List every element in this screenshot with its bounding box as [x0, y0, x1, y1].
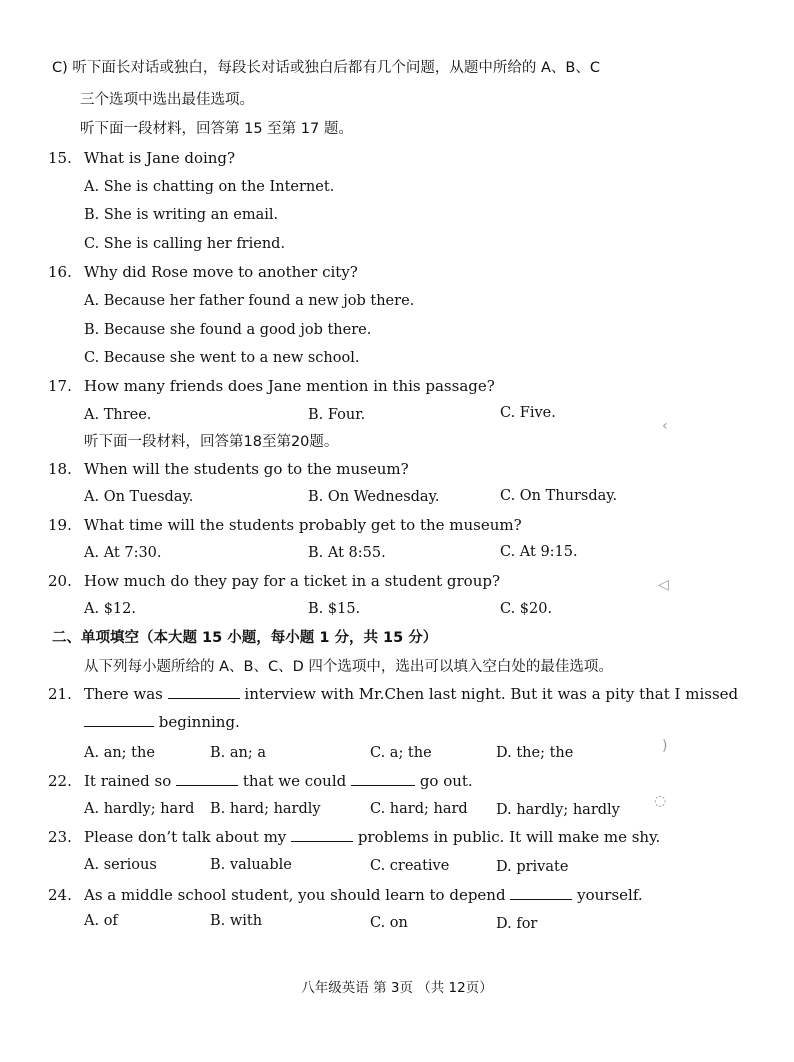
- option-d: D. hardly; hardly: [496, 802, 620, 818]
- answer-blank: [84, 712, 154, 727]
- answer-blank: [351, 771, 415, 786]
- option-c: C. $20.: [500, 601, 553, 617]
- option-a: A. At 7:30.: [84, 545, 162, 561]
- option-c: C. on: [370, 915, 408, 931]
- answer-blank: [510, 885, 572, 900]
- option-a: A. Because her father found a new job there.: [84, 293, 415, 309]
- question-text-part: that we could: [242, 772, 347, 790]
- question-text-part: It rained so: [84, 772, 172, 790]
- answer-blank: [168, 684, 240, 699]
- answer-blank: [291, 827, 353, 842]
- question-text-part: There was: [84, 685, 163, 703]
- option-d: D. for: [496, 916, 538, 932]
- question-number: 23.: [48, 828, 72, 846]
- question-text-part: As a middle school student, you should learn to depend: [84, 886, 506, 904]
- option-d: D. private: [496, 859, 569, 875]
- option-c: C. creative: [370, 858, 450, 874]
- question-text-continued: [84, 712, 240, 732]
- option-a: A. an; the: [84, 745, 155, 761]
- option-a: A. serious: [84, 857, 157, 873]
- question-number: 21.: [48, 685, 72, 703]
- question-text: [84, 771, 473, 791]
- option-c: C. Five.: [500, 405, 556, 421]
- section-c-instruction-line1: C) 听下面长对话或独白，每段长对话或独白后都有几个问题，从题中所给的 A、B、C: [52, 60, 600, 76]
- question-text-part: go out.: [419, 772, 473, 790]
- section-instruction: 从下列每小题所给的 A、B、C、D 四个选项中，选出可以填入空白处的最佳选项。: [84, 659, 613, 675]
- question-text: How much do they pay for a ticket in a student group?: [84, 572, 501, 590]
- option-b: B. valuable: [210, 857, 292, 873]
- option-a: A. $12.: [84, 601, 136, 617]
- question-text: [84, 684, 738, 704]
- option-b: B. hard; hardly: [210, 801, 321, 817]
- option-a: A. On Tuesday.: [84, 489, 194, 505]
- option-c: C. She is calling her friend.: [84, 236, 286, 252]
- option-b: B. She is writing an email.: [84, 207, 279, 223]
- question-text-part: yourself.: [577, 886, 643, 904]
- scan-mark: ‹: [662, 418, 668, 434]
- option-b: B. At 8:55.: [308, 545, 386, 561]
- option-c: C. On Thursday.: [500, 488, 618, 504]
- option-b: B. On Wednesday.: [308, 489, 440, 505]
- section-c-material-instruction: 听下面一段材料，回答第18至第20题。: [84, 434, 339, 450]
- question-number: 19.: [48, 516, 72, 534]
- question-text: [84, 827, 660, 847]
- option-b: B. Because she found a good job there.: [84, 322, 372, 338]
- page-footer: 八年级英语 第 3页 （共 12页）: [301, 980, 493, 996]
- option-b: B. an; a: [210, 745, 266, 761]
- option-b: B. $15.: [308, 601, 361, 617]
- option-b: B. Four.: [308, 407, 366, 423]
- question-text-part: Please don’t talk about my: [84, 828, 287, 846]
- question-number: 17.: [48, 377, 72, 395]
- answer-blank: [176, 771, 238, 786]
- section-c-instruction-line2: 三个选项中选出最佳选项。: [80, 92, 254, 108]
- question-text: What time will the students probably get to the museum?: [84, 516, 522, 534]
- section-c-material-instruction: 听下面一段材料，回答第 15 至第 17 题。: [80, 121, 353, 137]
- question-number: 15.: [48, 149, 72, 167]
- option-c: C. Because she went to a new school.: [84, 350, 360, 366]
- question-text: When will the students go to the museum?: [84, 460, 409, 478]
- scan-mark: ): [662, 738, 668, 754]
- option-d: D. the; the: [496, 745, 574, 761]
- question-number: 16.: [48, 263, 72, 281]
- option-a: A. hardly; hard: [84, 801, 195, 817]
- question-text: What is Jane doing?: [84, 149, 236, 167]
- question-text-part: problems in public. It will make me shy.: [357, 828, 661, 846]
- question-number: 20.: [48, 572, 72, 590]
- option-c: C. hard; hard: [370, 801, 468, 817]
- question-number: 18.: [48, 460, 72, 478]
- question-text: Why did Rose move to another city?: [84, 263, 358, 281]
- question-number: 24.: [48, 886, 72, 904]
- option-b: B. with: [210, 913, 263, 929]
- scan-mark: ◁: [658, 577, 669, 593]
- option-a: A. of: [84, 913, 118, 929]
- question-text: [84, 885, 643, 905]
- question-text-part: interview with Mr.Chen last night. But it was a pity that I missed: [244, 685, 739, 703]
- option-a: A. Three.: [84, 407, 152, 423]
- option-c: C. a; the: [370, 745, 432, 761]
- section-title: 二、单项填空（本大题 15 小题，每小题 1 分，共 15 分）: [52, 630, 438, 646]
- option-a: A. She is chatting on the Internet.: [84, 179, 335, 195]
- question-text-part: beginning.: [158, 713, 240, 731]
- question-number: 22.: [48, 772, 72, 790]
- question-text: How many friends does Jane mention in this passage?: [84, 377, 495, 395]
- scan-mark: ◌: [654, 793, 667, 809]
- option-c: C. At 9:15.: [500, 544, 578, 560]
